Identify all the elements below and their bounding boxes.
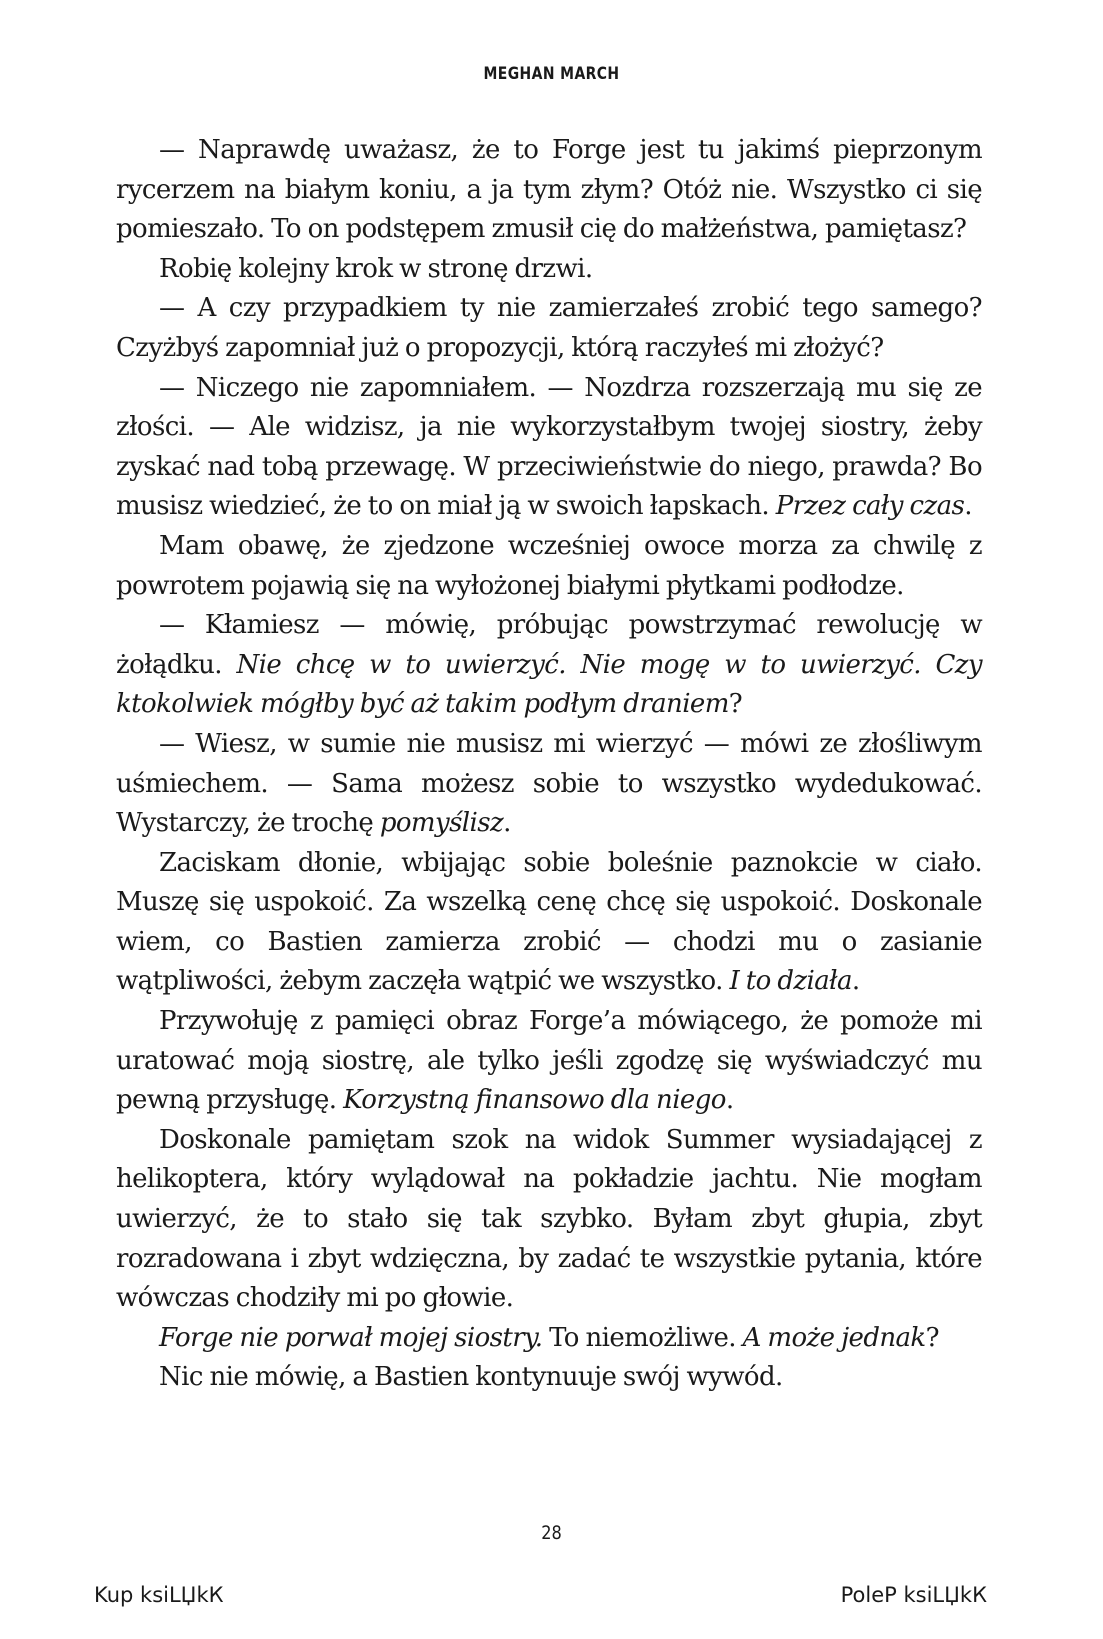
text-run: Zaciskam dłonie, wbijając sobie boleśnie paznokcie w ciało. Muszę się uspokoić. Za wszelką cenę chcę się uspokoić. Doskonale wiem, co Bastien zamierza zrobić — chodzi mu o zasianie wątpliwości, żebym zaczęła wątpić we wszystko. (116, 847, 982, 997)
italic-text: pomyślisz (379, 808, 504, 839)
paragraph (116, 1319, 982, 1359)
paragraph (116, 1121, 982, 1319)
italic-text: Nie chcę w to uwierzyć. Nie mogę w to uwierzyć. Czy ktokolwiek mógłby być aż takim podłym draniem (116, 649, 982, 720)
italic-text: Forge nie porwał mojej siostry. (159, 1322, 543, 1353)
running-head-author: MEGHAN MARCH (483, 64, 620, 84)
text-run: . (725, 1085, 734, 1116)
buy-book-link[interactable]: Kup ksiLЏkК (94, 1583, 224, 1607)
paragraph (116, 250, 982, 290)
text-run: Nic nie mówię, a Bastien kontynuuje swój wywód. (159, 1362, 783, 1393)
paragraph (116, 131, 982, 250)
italic-text: A może jednak (742, 1322, 926, 1353)
page-number: 28 (541, 1522, 562, 1544)
text-run: To niemożliwe. (542, 1322, 743, 1353)
text-run: . (964, 491, 972, 522)
text-run: — Kłamiesz — mówię, próbując powstrzymać rewolucję w żołądku. (116, 610, 982, 680)
italic-text: Korzystną finansowo dla niego (343, 1085, 726, 1116)
paragraph (116, 1002, 982, 1121)
text-run: . (851, 966, 860, 997)
text-run: Mam obawę, że zjedzone wcześniej owoce morza za chwilę z powrotem pojawią się na wyłożonej białymi płytkami podłodze. (116, 530, 982, 601)
text-run: Przywołuję z pamięci obraz Forge’a mówiącego, że pomoże mi uratować moją siostrę, ale tylko jeśli zgodzę się wyświadczyć mu pewną przysługę. (116, 1006, 982, 1116)
paragraph (116, 527, 982, 606)
paragraph (116, 725, 982, 844)
text-run: . (503, 808, 511, 839)
paragraph (116, 844, 982, 1002)
text-run: ? (925, 1322, 939, 1353)
paragraph (116, 289, 982, 368)
paragraph (116, 1358, 982, 1398)
italic-text: Przez cały czas (775, 491, 965, 522)
text-run: Doskonale pamiętam szok na widok Summer wysiadającej z helikoptera, który wylądował na pokładzie jachtu. Nie mogłam uwierzyć, że to stało się tak szybko. Byłam zbyt głupia, zbyt rozradowana i zbyt wdzięczna, by zadać te wszystkie pytania, które wówczas chodziły mi po głowie. (116, 1124, 982, 1314)
paragraph (116, 606, 982, 725)
text-run: — A czy przypadkiem ty nie zamierzałeś zrobić tego samego? Czyżbyś zapomniał już o propozycji, którą raczyłeś mi złożyć? (116, 293, 982, 363)
text-run: ? (728, 689, 743, 720)
paragraph (116, 369, 982, 527)
text-run: Robię kolejny krok w stronę drzwi. (159, 253, 593, 284)
text-run: — Wiesz, w sumie nie musisz mi wierzyć — mówi ze złośliwym uśmiechem. — Sama możesz sobie to wszystko wydedukować. Wystarczy, że trochę (116, 728, 982, 839)
text-run: — Naprawdę uważasz, że to Forge jest tu jakimś pieprzonym rycerzem na białym koniu, a ja tym złym? Otóż nie. Wszystko ci się pomieszało. To on podstępem zmusił cię do małżeństwa, pamiętasz? (116, 135, 982, 245)
italic-text: I to działa (729, 966, 852, 997)
text-run: — Niczego nie zapomniałem. — Nozdrza rozszerzają mu się ze złości. — Ale widzisz, ja nie wykorzystałbym twojej siostry, żeby zyskać nad tobą przewagę. W przeciwieństwie do niego, prawda? Bo musisz wiedzieć, że to on miał ją w swoich łapskach. (116, 372, 982, 522)
body-text (116, 131, 982, 1398)
recommend-book-link[interactable]: PoleР ksiLЏkК (840, 1583, 987, 1607)
